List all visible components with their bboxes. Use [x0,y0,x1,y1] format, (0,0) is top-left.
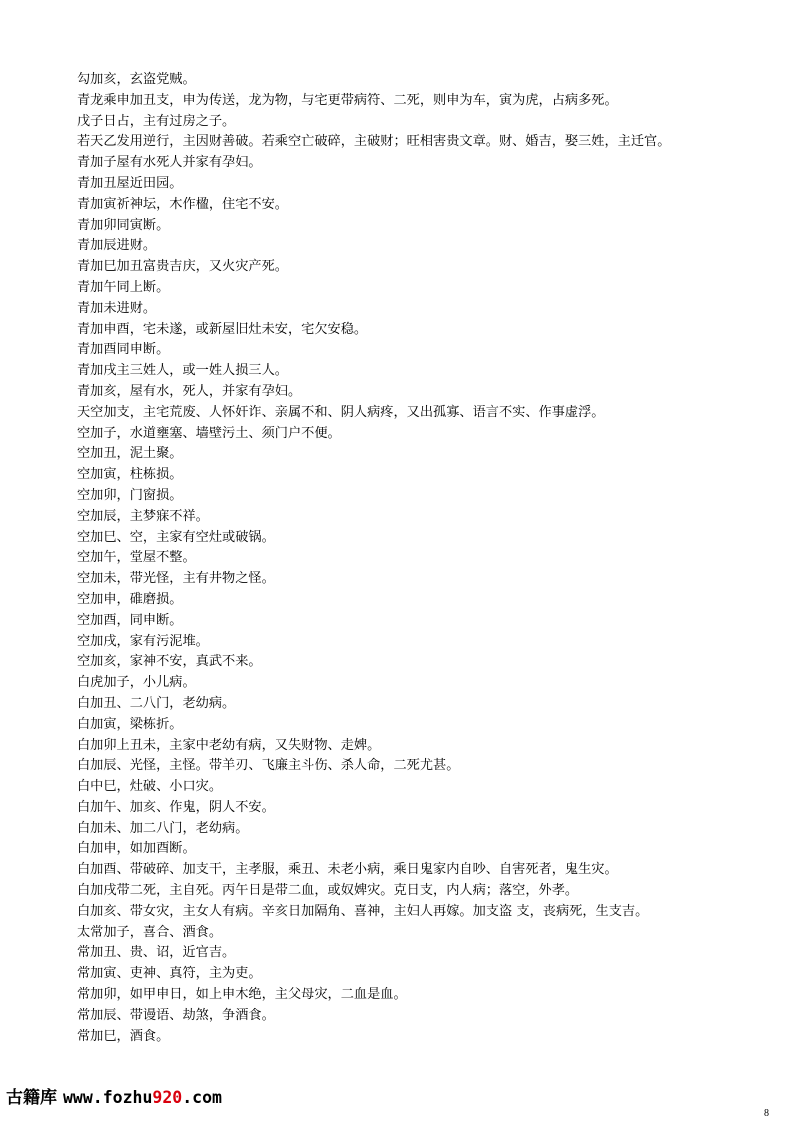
text-line: 空加卯，门窗损。 [77,487,183,503]
text-line: 青加辰进财。 [77,238,157,254]
text-line: 空加巳、空，主家有空灶或破锅。 [77,529,275,545]
text-line: 青龙乘申加丑支，申为传送，龙为物，与宅更带病符、二死，则申为车，寅为虎，占病多死。 [77,92,618,108]
text-line: 空加酉，同申断。 [77,612,183,628]
text-line: 白加酉、带破碎、加支干，主孝服，乘丑、未老小病，乘日鬼家内自吵、自害死者，鬼生灾。 [77,862,618,878]
text-line: 空加亥，家神不安，真武不来。 [77,654,262,670]
text-line: 白加亥、带女灾，主女人有病。辛亥日加隔角、喜神，主妇人再嫁。加支盗 支，丧病死，生支吉。 [77,903,649,919]
text-line: 白加卯上丑未，主家中老幼有病，又失财物、走婢。 [77,737,381,753]
text-line: 若天乙发用逆行，主因财善破。若乘空亡破碎，主破财；旺相害贵文章。财、婚吉，娶三姓，主迁官。 [77,134,671,150]
text-line: 青加巳加丑富贵吉庆，又火灾产死。 [77,259,288,275]
text-line: 空加午，堂屋不整。 [77,550,196,566]
text-line: 空加戌，家有污泥堆。 [77,633,209,649]
text-line: 空加辰，主梦寐不祥。 [77,508,209,524]
text-line: 空加丑，泥土聚。 [77,446,183,462]
text-line: 白加申，如加酉断。 [77,841,196,857]
text-line: 青加午同上断。 [77,279,170,295]
text-line: 空加未，带光怪，主有井物之怪。 [77,571,275,587]
site-name: 古籍库 [6,1088,57,1108]
text-line: 青加酉同申断。 [77,342,170,358]
text-line: 白加丑、二八门，老幼病。 [77,695,236,711]
text-line: 白虎加子，小儿病。 [77,675,196,691]
text-line: 空加申，碓磨损。 [77,591,183,607]
text-line: 常加辰、带谩语、劫煞，争酒食。 [77,1007,275,1023]
text-line: 戊子日占，主有过房之子。 [77,113,236,129]
text-line: 青加申酉，宅未遂，或新屋旧灶未安，宅欠安稳。 [77,321,368,337]
text-line: 常加巳，酒食。 [77,1028,170,1044]
footer-logo [6,1086,222,1110]
text-line: 白加辰、光怪，主怪。带羊刃、飞廉主斗伤、杀人命，二死尤甚。 [77,758,460,774]
text-line: 空加子，水道壅塞、墙壁污土、须门户不便。 [77,425,341,441]
document-body [77,70,767,1047]
text-line: 白中巳，灶破、小口灾。 [77,779,223,795]
text-line: 青加丑屋近田园。 [77,175,183,191]
text-line: 空加寅，柱栋损。 [77,467,183,483]
url-prefix: www.fozhu [63,1088,153,1107]
text-line: 常加丑、贵、诏，近官吉。 [77,945,236,961]
url-accent: 920 [152,1088,183,1107]
url-suffix: .com [182,1088,222,1107]
text-line: 白加午、加亥、作鬼，阴人不安。 [77,799,275,815]
text-line: 青加卯同寅断。 [77,217,170,233]
text-line: 常加寅、吏神、真符，主为吏。 [77,966,262,982]
text-line: 天空加支，主宅荒废、人怀奸诈、亲属不和、阴人病疼，又出孤寡、语言不实、作事虚浮。 [77,404,605,420]
page-number: 8 [764,1108,769,1119]
text-line: 青加亥，屋有水，死人，并家有孕妇。 [77,383,302,399]
text-line: 常加卯，如甲申日，如上申木绝，主父母灾，二血是血。 [77,987,407,1003]
text-line: 青加戌主三姓人，或一姓人损三人。 [77,363,288,379]
text-line: 青加寅祈神坛，木作楹，住宅不安。 [77,196,288,212]
text-line: 白加戌带二死，主自死。丙午日是带二血，或奴婢灾。克日支，内人病；落空，外孝。 [77,883,579,899]
text-line: 太常加子，喜合、酒食。 [77,924,223,940]
text-line: 青加未进财。 [77,300,157,316]
text-line: 青加子屋有水死人并家有孕妇。 [77,155,262,171]
text-line: 勾加亥，玄盗党贼。 [77,72,196,87]
text-line: 白加寅，梁栋折。 [77,716,183,732]
text-line: 白加未、加二八门，老幼病。 [77,820,249,836]
